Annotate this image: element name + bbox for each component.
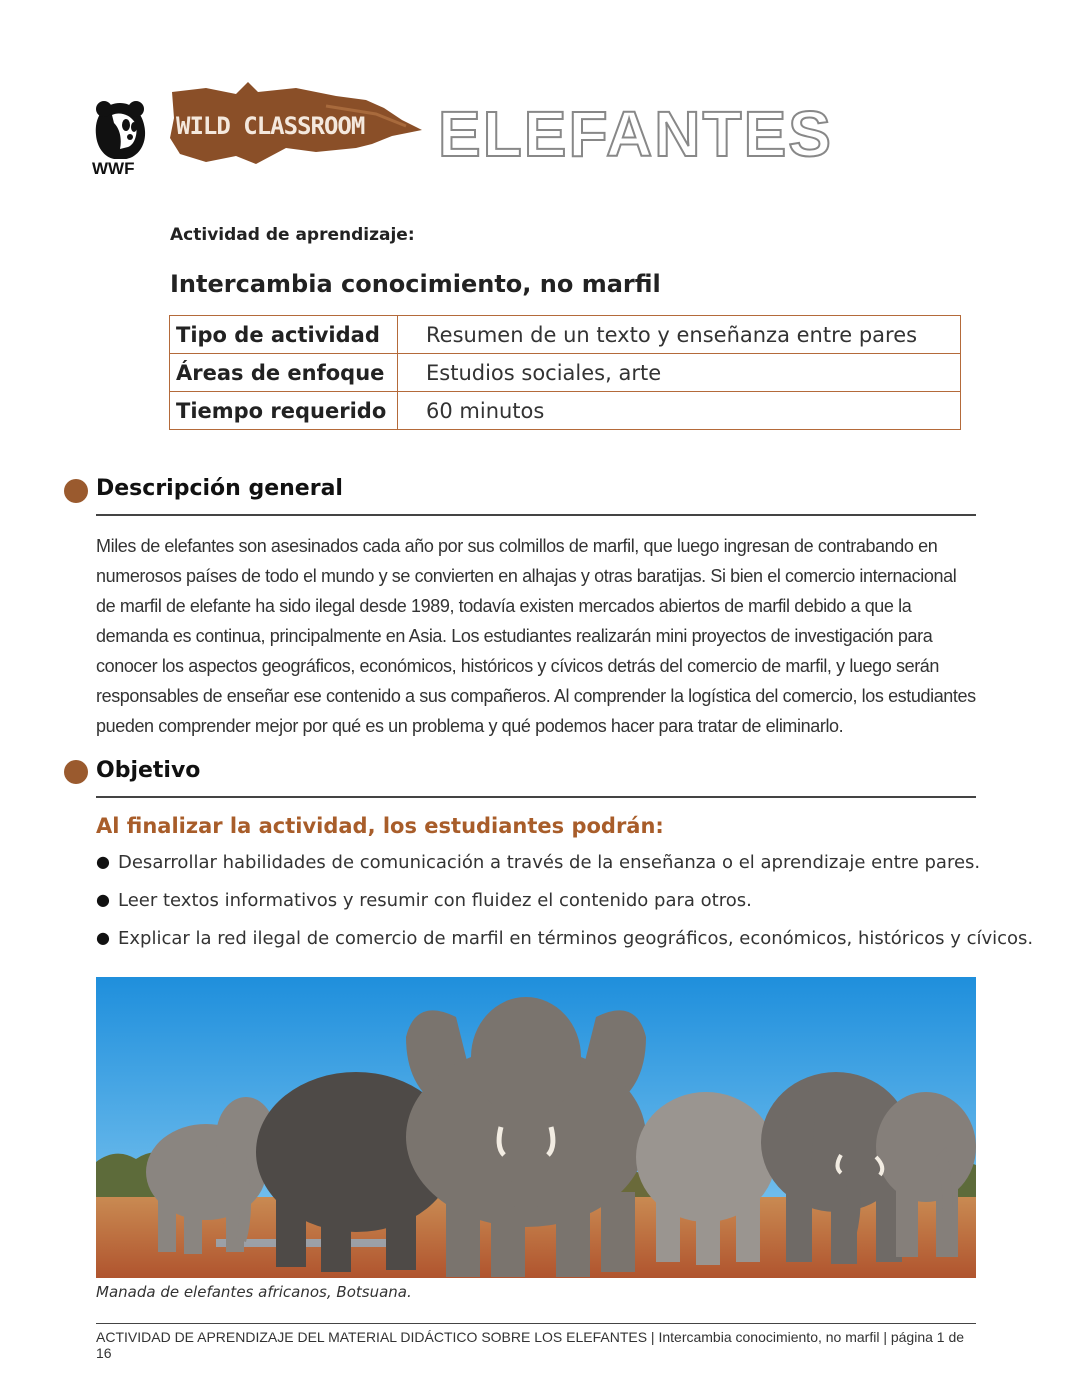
wwf-brand: WWF: [92, 159, 135, 178]
table-key: Tiempo requerido: [170, 392, 398, 430]
objective-heading: Objetivo: [96, 758, 201, 783]
activity-title: Intercambia conocimiento, no marfil: [170, 270, 661, 298]
list-item: [96, 928, 1033, 966]
wwf-logo: [90, 95, 150, 185]
svg-text:ELEFANTES: ELEFANTES: [438, 98, 833, 168]
list-item-text: Desarrollar habilidades de comunicación a través de la enseñanza o el aprendizaje entre pares.: [118, 852, 981, 873]
activity-label: Actividad de aprendizaje:: [170, 225, 415, 245]
bullet-icon: ●: [96, 890, 110, 909]
description-heading: Descripción general: [96, 476, 343, 501]
table-key: Tipo de actividad: [170, 316, 398, 354]
objective-subheading: Al finalizar la actividad, los estudiantes podrán:: [96, 814, 664, 838]
banner-text: WILD CLASSROOM: [176, 112, 365, 140]
list-item: [96, 890, 1033, 928]
list-item-text: Leer textos informativos y resumir con fluidez el contenido para otros.: [118, 890, 752, 911]
footer-divider: [96, 1323, 976, 1324]
table-row: [170, 316, 961, 354]
list-item-text: Explicar la red ilegal de comercio de marfil en términos geográficos, económicos, históricos y cívicos.: [118, 928, 1034, 949]
table-value: Estudios sociales, arte: [398, 354, 961, 392]
description-body: Miles de elefantes son asesinados cada año por sus colmillos de marfil, que luego ingresan de contrabando en numerosos países de todo el mundo y se convierten en alhajas y otras baratijas. Si bien el comercio internacional de marfil de elefante ha sido ilegal desde 1989, todavía existen mercados abiertos de marfil debido a que la demanda es continua, principalmente en Asia. Los estudiantes realizarán mini proyectos de investigación para conocer los aspectos geográficos, económicos, históricos y cívicos detrás del comercio de marfil, y luego serán responsables de enseñar ese contenido a sus compañeros. Al comprender la logística del comercio, los estudiantes pueden comprender mejor por qué es un problema y qué podemos hacer para tratar de eliminarlo.: [96, 536, 976, 736]
table-row: [170, 392, 961, 430]
section-bullet-icon: [64, 760, 88, 784]
table-key: Áreas de enfoque: [170, 354, 398, 392]
table-row: [170, 354, 961, 392]
objective-list: [96, 852, 1033, 966]
elephant-herd-photo: [96, 977, 976, 1278]
page-footer: ACTIVIDAD DE APRENDIZAJE DEL MATERIAL DIDÁCTICO SOBRE LOS ELEFANTES | Intercambia conocimiento, no marfil | página 1 de 16: [96, 1329, 965, 1361]
activity-info-table: [169, 315, 961, 430]
section-divider: [96, 514, 976, 516]
section-divider: [96, 796, 976, 798]
page-title: [436, 98, 836, 168]
photo-caption: Manada de elefantes africanos, Botsuana.: [96, 1283, 412, 1301]
list-item: [96, 852, 1033, 890]
table-value: Resumen de un texto y enseñanza entre pares: [398, 316, 961, 354]
bullet-icon: ●: [96, 928, 110, 947]
bullet-icon: ●: [96, 852, 110, 871]
section-bullet-icon: [64, 479, 88, 503]
table-value: 60 minutos: [398, 392, 961, 430]
